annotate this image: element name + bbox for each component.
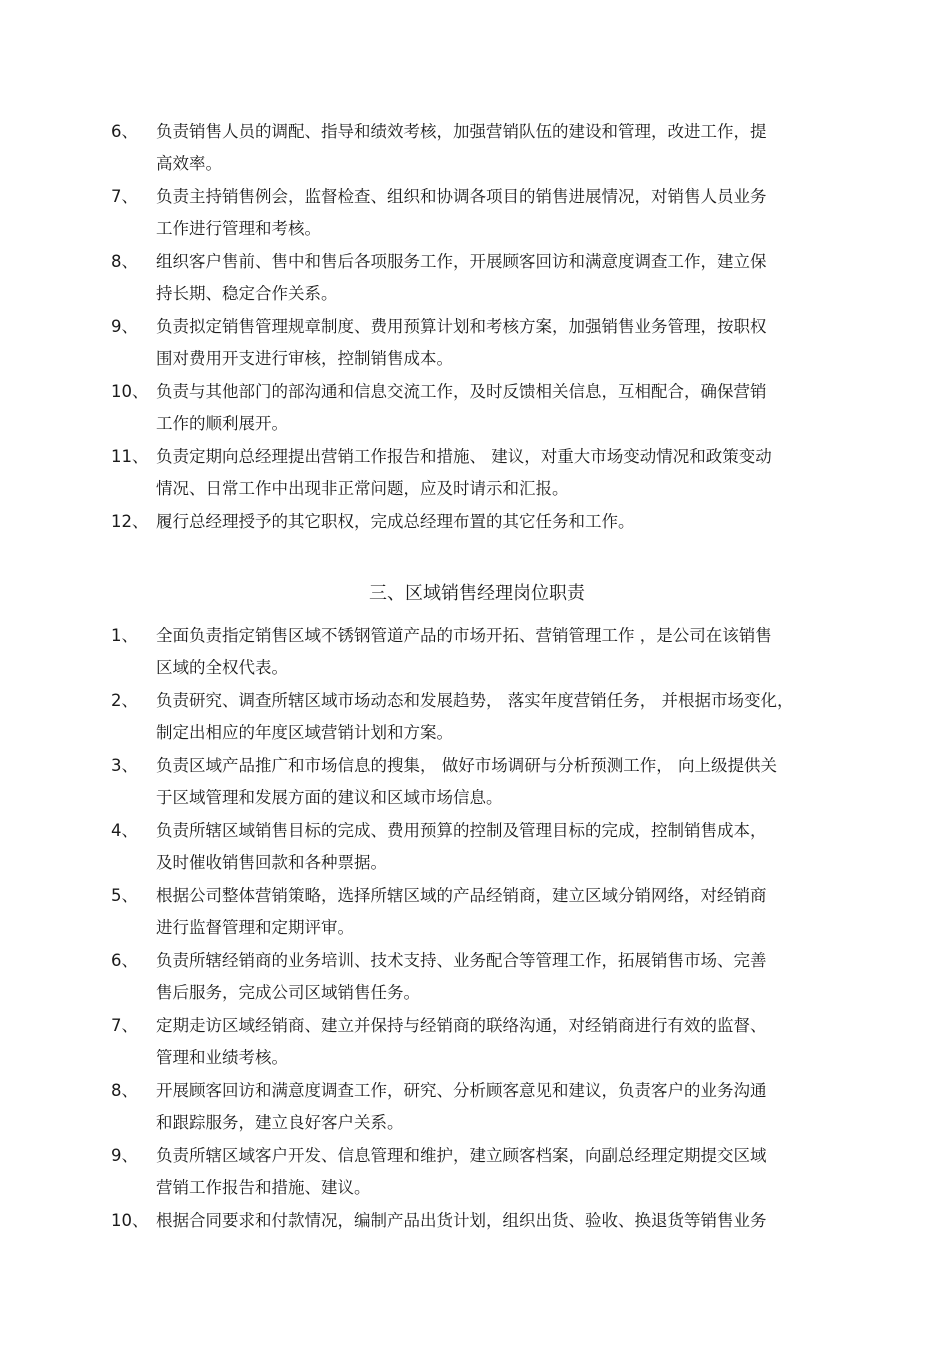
list-item: [0, 1139, 950, 1204]
item-text: 负责与其他部门的部沟通和信息交流工作，及时反馈相关信息，互相配合，确保营销: [156, 382, 767, 401]
list-item: [0, 619, 950, 684]
item-text-continued: 高效率。: [156, 154, 222, 173]
item-text-continued: 工作进行管理和考核。: [156, 219, 321, 238]
list-item: [0, 180, 950, 245]
responsibility-list-sales-director: [0, 115, 950, 570]
list-item: [0, 310, 950, 375]
item-text: 负责销售人员的调配、指导和绩效考核，加强营销队伍的建设和管理，改进工作，提: [156, 122, 767, 141]
item-text-continued: 及时催收销售回款和各种票据。: [156, 853, 387, 872]
item-number: 2、: [111, 691, 138, 710]
item-text: 负责拟定销售管理规章制度、费用预算计划和考核方案，加强销售业务管理，按职权: [156, 317, 767, 336]
list-item: [0, 1074, 950, 1139]
list-item: [0, 115, 950, 180]
list-item: [0, 1009, 950, 1074]
item-text: 负责研究、调查所辖区域市场动态和发展趋势， 落实年度营销任务， 并根据市场变化，: [156, 691, 794, 710]
list-item: [0, 375, 950, 440]
list-item: [0, 684, 950, 749]
item-text: 开展顾客回访和满意度调查工作，研究、分析顾客意见和建议，负责客户的业务沟通: [156, 1081, 767, 1100]
item-number: 3、: [111, 756, 138, 775]
item-text-continued: 情况、日常工作中出现非正常问题，应及时请示和汇报。: [156, 479, 569, 498]
item-number: 10、: [111, 1211, 149, 1230]
item-number: 1、: [111, 626, 138, 645]
item-text: 负责定期向总经理提出营销工作报告和措施、 建议，对重大市场变动情况和政策变动: [156, 447, 772, 466]
item-text-continued: 区域的全权代表。: [156, 658, 288, 677]
item-text-continued: 营销工作报告和措施、建议。: [156, 1178, 371, 1197]
item-number: 11、: [111, 447, 149, 466]
item-text: 负责主持销售例会，监督检查、组织和协调各项目的销售进展情况，对销售人员业务: [156, 187, 767, 206]
list-item: [0, 440, 950, 505]
item-number: 10、: [111, 382, 149, 401]
item-number: 9、: [111, 1146, 138, 1165]
list-item: [0, 879, 950, 944]
list-item: [0, 505, 950, 570]
item-number: 6、: [111, 951, 138, 970]
item-text: 负责所辖经销商的业务培训、技术支持、业务配合等管理工作，拓展销售市场、完善: [156, 951, 767, 970]
item-number: 12、: [111, 512, 149, 531]
responsibility-list-regional-manager: [0, 619, 950, 1269]
item-number: 7、: [111, 187, 138, 206]
item-text-continued: 管理和业绩考核。: [156, 1048, 288, 1067]
item-text-continued: 于区域管理和发展方面的建议和区域市场信息。: [156, 788, 503, 807]
list-item: [0, 944, 950, 1009]
item-number: 4、: [111, 821, 138, 840]
item-number: 8、: [111, 1081, 138, 1100]
item-text: 履行总经理授予的其它职权，完成总经理布置的其它任务和工作。: [156, 512, 635, 531]
item-text-continued: 制定出相应的年度区域营销计划和方案。: [156, 723, 453, 742]
item-number: 8、: [111, 252, 138, 271]
item-number: 5、: [111, 886, 138, 905]
list-item: [0, 814, 950, 879]
list-item: [0, 245, 950, 310]
item-text: 定期走访区域经销商、建立并保持与经销商的联络沟通，对经销商进行有效的监督、: [156, 1016, 767, 1035]
item-text: 负责区域产品推广和市场信息的搜集， 做好市场调研与分析预测工作， 向上级提供关: [156, 756, 777, 775]
item-text: 根据合同要求和付款情况，编制产品出货计划，组织出货、验收、换退货等销售业务: [156, 1211, 767, 1230]
section-heading: 三、区域销售经理岗位职责: [369, 583, 585, 604]
item-text: 负责所辖区域销售目标的完成、费用预算的控制及管理目标的完成，控制销售成本，: [156, 821, 767, 840]
item-number: 7、: [111, 1016, 138, 1035]
item-text-continued: 持长期、稳定合作关系。: [156, 284, 338, 303]
item-text-continued: 售后服务，完成公司区域销售任务。: [156, 983, 420, 1002]
item-text: 负责所辖区域客户开发、信息管理和维护，建立顾客档案，向副总经理定期提交区域: [156, 1146, 767, 1165]
item-text: 全面负责指定销售区域不锈钢管道产品的市场开拓、营销管理工作 ，是公司在该销售: [156, 626, 772, 645]
item-number: 9、: [111, 317, 138, 336]
item-text-continued: 工作的顺利展开。: [156, 414, 288, 433]
item-text-continued: 围对费用开支进行审核，控制销售成本。: [156, 349, 453, 368]
item-text-continued: 和跟踪服务，建立良好客户关系。: [156, 1113, 404, 1132]
list-item: [0, 1204, 950, 1269]
list-item: [0, 749, 950, 814]
item-text: 组织客户售前、售中和售后各项服务工作，开展顾客回访和满意度调查工作，建立保: [156, 252, 767, 271]
item-text: 根据公司整体营销策略，选择所辖区域的产品经销商，建立区域分销网络，对经销商: [156, 886, 767, 905]
item-text-continued: 进行监督管理和定期评审。: [156, 918, 354, 937]
item-number: 6、: [111, 122, 138, 141]
